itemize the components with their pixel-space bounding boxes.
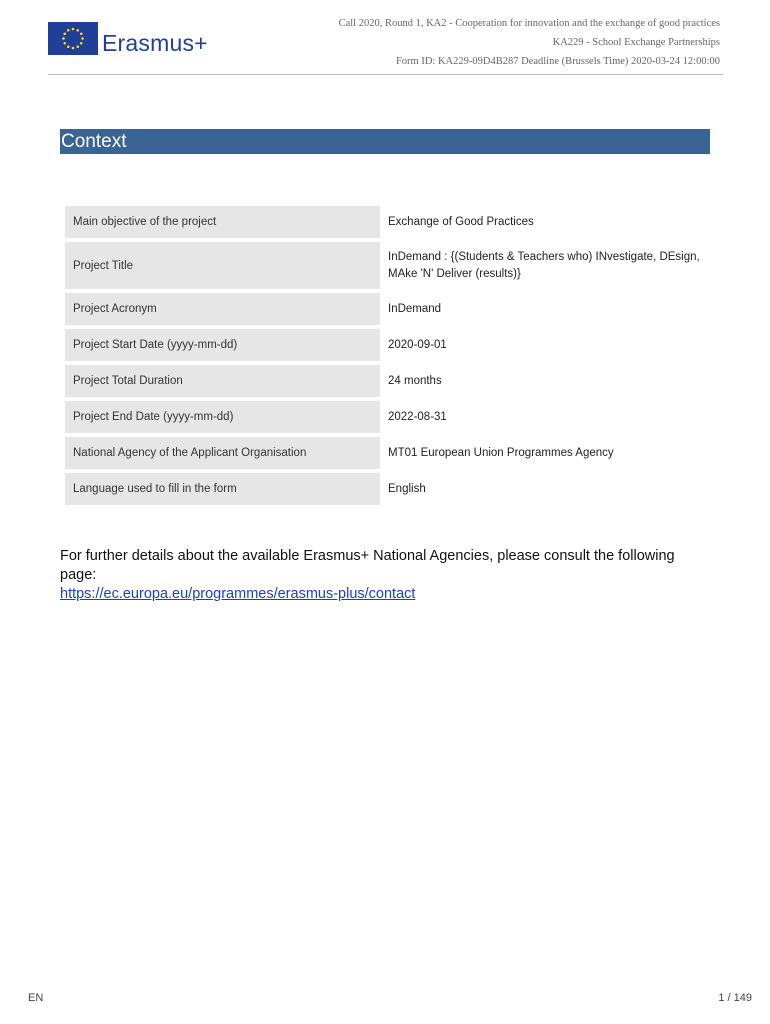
- row-label: Main objective of the project: [65, 206, 380, 238]
- table-row: [65, 242, 710, 289]
- row-label: Project End Date (yyyy-mm-dd): [65, 401, 380, 433]
- table-row: [65, 437, 710, 469]
- page-header: [0, 0, 770, 76]
- row-value: InDemand: [388, 302, 442, 315]
- row-value: Exchange of Good Practices: [388, 215, 534, 228]
- section-title: Context: [60, 129, 710, 154]
- row-label: National Agency of the Applicant Organisation: [65, 437, 380, 469]
- row-value: 24 months: [388, 374, 442, 387]
- table-row: [65, 401, 710, 433]
- row-label: Language used to fill in the form: [65, 473, 380, 505]
- row-value: English: [388, 482, 426, 495]
- header-divider: [48, 74, 723, 75]
- footer-language: EN: [28, 992, 44, 1004]
- row-value: 2022-08-31: [388, 410, 447, 423]
- context-table: [65, 206, 710, 509]
- table-row: [65, 329, 710, 361]
- call-line: Call 2020, Round 1, KA2 - Cooperation for innovation and the exchange of good practices: [338, 18, 720, 29]
- row-label: Project Title: [65, 242, 380, 289]
- erasmus-logo: [48, 22, 208, 55]
- row-label: Project Total Duration: [65, 365, 380, 397]
- logo-text: Erasmus+: [102, 29, 208, 56]
- contact-link[interactable]: https://ec.europa.eu/programmes/erasmus-plus/contact: [60, 586, 416, 602]
- form-id-line: Form ID: KA229-09D4B287 Deadline (Brussels Time) 2020-03-24 12:00:00: [395, 56, 720, 67]
- row-label: Project Acronym: [65, 293, 380, 325]
- table-row: [65, 473, 710, 505]
- note-text: For further details about the available Erasmus+ National Agencies, please consult the following page:: [60, 548, 675, 583]
- action-line: KA229 - School Exchange Partnerships: [552, 37, 720, 48]
- row-value: MT01 European Union Programmes Agency: [388, 446, 614, 459]
- eu-flag-icon: [48, 22, 98, 55]
- header-info: [339, 14, 720, 71]
- row-label: Project Start Date (yyyy-mm-dd): [65, 329, 380, 361]
- table-row: [65, 206, 710, 238]
- row-value: 2020-09-01: [388, 338, 447, 351]
- table-row: [65, 293, 710, 325]
- row-value: InDemand : {(Students & Teachers who) INvestigate, DEsign, MAke 'N' Deliver (results)}: [388, 250, 700, 280]
- table-row: [65, 365, 710, 397]
- page-number: 1 / 149: [718, 992, 752, 1004]
- agencies-note: [60, 547, 710, 604]
